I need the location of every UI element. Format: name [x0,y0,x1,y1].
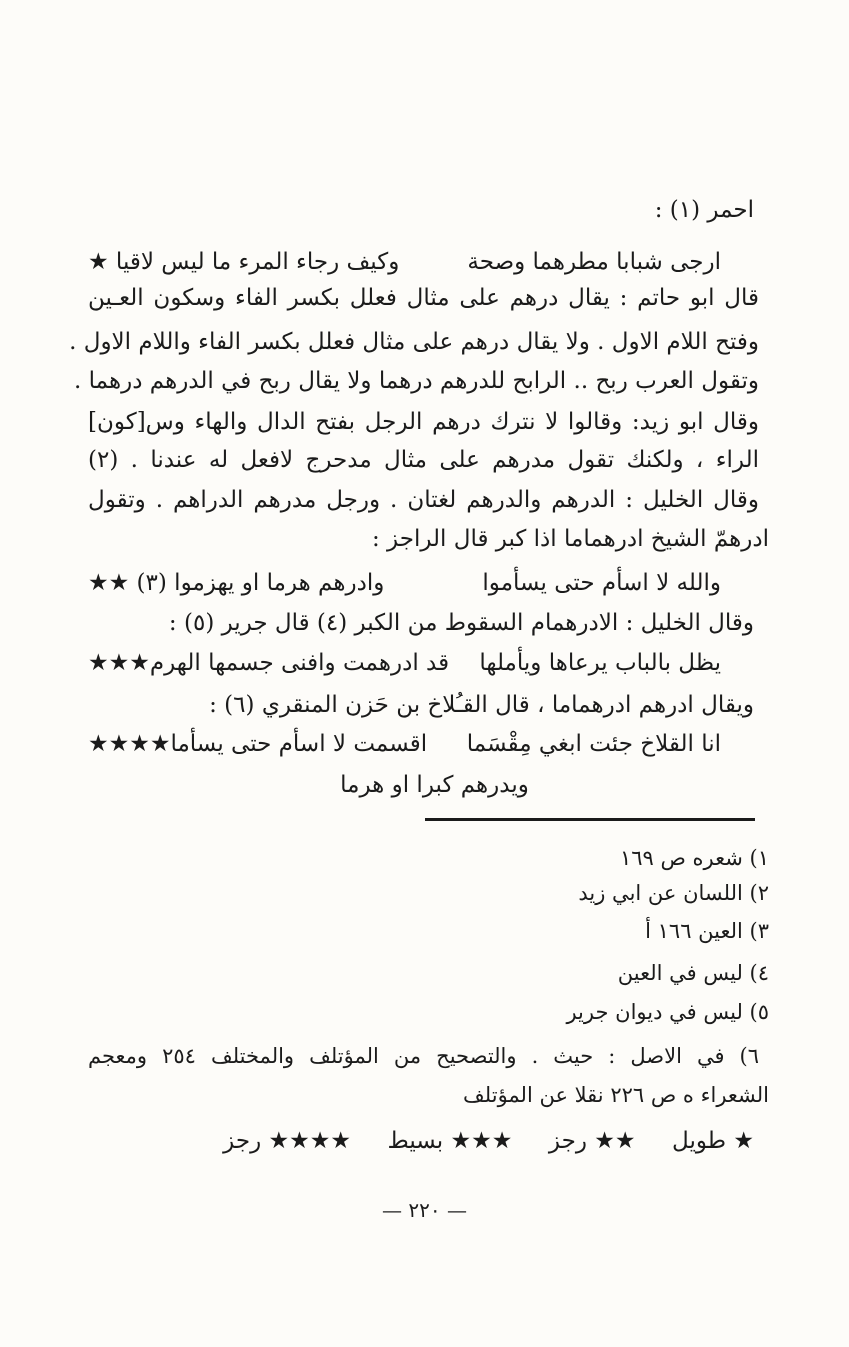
verse-line [88,245,721,279]
text-line: وقال الخليل : الدرهم والدرهم لغتان . ورجل مدرهم الدراهم . وتقول [88,487,759,513]
text-line: وقال الخليل : الادرهمام السقوط من الكبر (٤) قال جرير (٥) : [168,610,754,636]
footnote: ٦) في الاصل : حيث . والتصحيح من المؤتلف والمختلف ٢٥٤ ومعجم [88,1044,759,1068]
verse-hemistich-first: انا القلاخ جئت ابغي مِقْسَما [466,731,721,757]
footnote: ٢) اللسان عن ابي زيد [578,881,769,905]
verse-line [88,727,721,761]
verse-continuation: ويدرهم كبرا او هرما [340,772,529,798]
verse-hemistich-second: وادرهم هرما او يهزموا (٣) ★★ [88,570,385,596]
verse-hemistich-first: والله لا اسأم حتى يسأموا [482,570,721,596]
verse-hemistich-first: ارجى شبابا مطرهما وصحة [467,249,721,275]
meter-legend: ★ طويل ★★ رجز ★★★ بسيط ★★★★ رجز [223,1128,754,1154]
text-line: وفتح اللام الاول . ولا يقال درهم على مثال فعلل بكسر الفاء واللام الاول . [69,329,759,355]
verse-hemistich-second: وكيف رجاء المرء ما ليس لاقيا ★ [88,249,400,275]
verse-hemistich-first: يظل بالباب يرعاها ويأملها [479,650,721,676]
text-line: وتقول العرب ربح .. الرابح للدرهم درهما ولا يقال ربح في الدرهم درهما . [74,368,759,394]
verse-hemistich-second: قد ادرهمت وافنى جسمها الهرم★★★ [88,650,450,676]
verse-line [88,646,721,680]
poet-heading: احمر (١) : [654,197,754,223]
text-line: وقال ابو زيد: وقالوا لا نترك درهم الرجل بفتح الدال والهاء وس[كون] [88,409,759,435]
text-line: ويقال ادرهم ادرهماما ، قال القـُلاخ بن حَزن المنقري (٦) : [209,692,754,718]
footnote-divider [425,818,755,821]
footnote: ٤) ليس في العين [617,961,769,985]
page-number: — ٢٢٠ — [382,1198,467,1222]
verse-hemistich-second: اقسمت لا اسأم حتى يسأما★★★★ [88,731,428,757]
footnote: ٣) العين ١٦٦ أ [645,919,769,943]
text-line: الراء ، ولكنك تقول مدرهم على مثال مدحرج لافعل له عندنا . (٢) [88,447,759,473]
verse-line [88,566,721,600]
text-line: قال ابو حاتم : يقال درهم على مثال فعلل بكسر الفاء وسكون العـين [88,285,759,311]
text-line: ادرهمّ الشيخ ادرهماما اذا كبر قال الراجز : [371,526,769,552]
footnote: ٥) ليس في ديوان جرير [566,1000,769,1024]
footnote: ١) شعره ص ١٦٩ [619,846,769,870]
footnote: الشعراء ه ص ٢٢٦ نقلا عن المؤتلف [463,1083,769,1107]
